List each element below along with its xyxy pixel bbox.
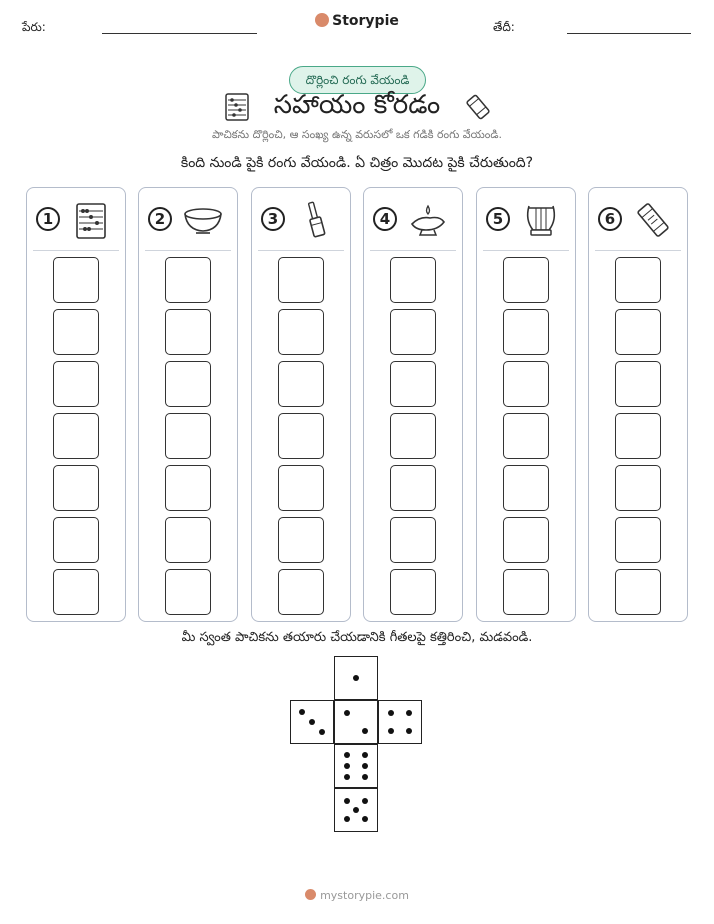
column-2: [138, 187, 238, 622]
pip: [344, 816, 350, 822]
color-cell[interactable]: [165, 465, 211, 511]
color-cell[interactable]: [278, 257, 324, 303]
pip: [362, 774, 368, 780]
pip: [353, 675, 359, 681]
pip: [344, 774, 350, 780]
column-divider: [258, 250, 344, 251]
color-cell[interactable]: [390, 465, 436, 511]
color-cell[interactable]: [278, 517, 324, 563]
question: కింది నుండి పైకి రంగు వేయండి. ఏ చిత్రం మొదట పైకి చేరుతుంది?: [180, 155, 534, 171]
color-cell[interactable]: [278, 361, 324, 407]
color-cell[interactable]: [615, 569, 661, 615]
name-label: పేరు:: [22, 20, 46, 34]
chisel-icon: [296, 200, 336, 240]
color-cell[interactable]: [615, 361, 661, 407]
column-number: 3: [261, 207, 285, 231]
color-cell[interactable]: [503, 413, 549, 459]
footer: [0, 889, 714, 902]
color-cell[interactable]: [390, 517, 436, 563]
color-cell[interactable]: [53, 309, 99, 355]
column-3: [251, 187, 351, 622]
column-divider: [145, 250, 231, 251]
color-cell[interactable]: [278, 413, 324, 459]
column-4: [363, 187, 463, 622]
pip: [319, 729, 325, 735]
bear-logo-icon: [315, 13, 329, 27]
pip: [353, 807, 359, 813]
color-cell[interactable]: [390, 257, 436, 303]
color-cell[interactable]: [615, 309, 661, 355]
oil-lamp-icon: [408, 200, 448, 240]
column-number: 5: [486, 207, 510, 231]
footer-url[interactable]: mystorypie.com: [320, 889, 409, 902]
column-divider: [370, 250, 456, 251]
pip: [309, 719, 315, 725]
color-cell[interactable]: [503, 569, 549, 615]
cutout-instruction: మీ స్వంత పాచికను తయారు చేయడానికి గీతలపై కత్తిరించి, మడవండి.: [181, 630, 533, 645]
column-divider: [595, 250, 681, 251]
pip: [406, 728, 412, 734]
date-line: [567, 33, 691, 34]
color-cell[interactable]: [390, 361, 436, 407]
color-cell[interactable]: [53, 569, 99, 615]
color-cell[interactable]: [615, 413, 661, 459]
color-cell[interactable]: [390, 309, 436, 355]
pip: [344, 763, 350, 769]
die-face-6: [334, 744, 378, 788]
subtitle: పాచికను దొర్లించి, ఆ సంఖ్య ఉన్న వరుసలో ఒక గడికి రంగు వేయండి.: [212, 128, 502, 141]
color-cell[interactable]: [278, 569, 324, 615]
column-divider: [483, 250, 569, 251]
color-cell[interactable]: [53, 257, 99, 303]
column-6: [588, 187, 688, 622]
color-cell[interactable]: [503, 517, 549, 563]
brand-logo: [0, 13, 714, 29]
pip: [362, 763, 368, 769]
scroll-icon: [463, 92, 493, 122]
pip: [388, 710, 394, 716]
pip: [388, 728, 394, 734]
column-5: [476, 187, 576, 622]
color-cell[interactable]: [165, 257, 211, 303]
lyre-icon: [521, 200, 561, 240]
column-number: 4: [373, 207, 397, 231]
pip: [344, 710, 350, 716]
scroll-icon: [633, 200, 673, 240]
color-cell[interactable]: [165, 309, 211, 355]
color-cell[interactable]: [165, 569, 211, 615]
color-cell[interactable]: [53, 413, 99, 459]
color-cell[interactable]: [503, 361, 549, 407]
pip: [362, 728, 368, 734]
die-face-1: [334, 656, 378, 700]
pip: [344, 752, 350, 758]
activity-badge: దొర్లించి రంగు వేయండి: [289, 66, 426, 94]
pip: [362, 752, 368, 758]
bear-logo-icon: [305, 889, 316, 900]
page-title: సహాయం కోరడం: [273, 90, 441, 120]
color-cell[interactable]: [503, 309, 549, 355]
pip: [362, 816, 368, 822]
die-face-3: [290, 700, 334, 744]
column-1: [26, 187, 126, 622]
date-label: తేదీ:: [493, 20, 515, 34]
color-cell[interactable]: [165, 361, 211, 407]
color-cell[interactable]: [53, 465, 99, 511]
pip: [299, 709, 305, 715]
color-cell[interactable]: [503, 465, 549, 511]
color-cell[interactable]: [165, 413, 211, 459]
color-cell[interactable]: [503, 257, 549, 303]
color-cell[interactable]: [278, 309, 324, 355]
color-cell[interactable]: [615, 257, 661, 303]
column-divider: [33, 250, 119, 251]
color-cell[interactable]: [53, 361, 99, 407]
die-face-4: [378, 700, 422, 744]
pip: [362, 798, 368, 804]
name-line: [102, 33, 257, 34]
color-cell[interactable]: [615, 465, 661, 511]
abacus-icon: [71, 200, 111, 240]
pip: [344, 798, 350, 804]
color-cell[interactable]: [278, 465, 324, 511]
column-number: 6: [598, 207, 622, 231]
color-cell[interactable]: [390, 569, 436, 615]
column-number: 1: [36, 207, 60, 231]
column-number: 2: [148, 207, 172, 231]
die-face-5: [334, 788, 378, 832]
color-cell[interactable]: [53, 517, 99, 563]
brand-text: Storypie: [332, 13, 399, 29]
pip: [406, 710, 412, 716]
die-face-2: [334, 700, 378, 744]
color-cell[interactable]: [390, 413, 436, 459]
color-cell[interactable]: [165, 517, 211, 563]
color-cell[interactable]: [615, 517, 661, 563]
bowl-icon: [183, 200, 223, 240]
